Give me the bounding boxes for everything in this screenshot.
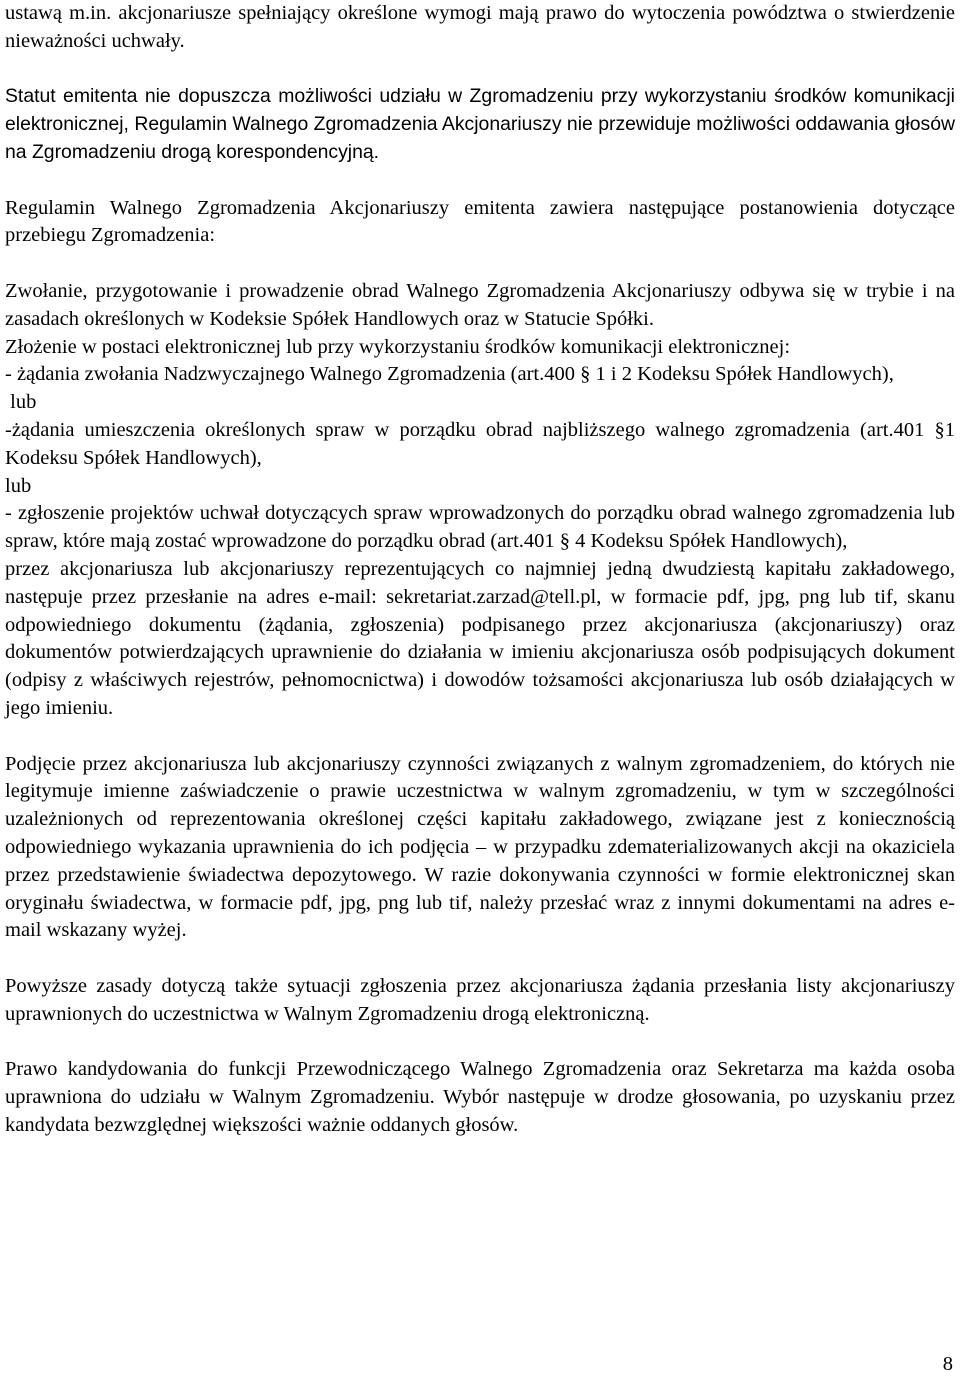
list-item-zadanie-umieszczenia: -żądania umieszczenia określonych spraw w porządku obrad najbliższego walnego zgromadzenia (art.401 §1 Kodeksu Spółek Handlowych), <box>5 418 955 469</box>
paragraph-powyzsze: Powyższe zasady dotyczą także sytuacji zgłoszenia przez akcjonariusza żądania przesłania listy akcjonariuszy uprawnionych do uczestnictwa w Walnym Zgromadzeniu drogą elektroniczną. <box>5 974 955 1025</box>
paragraph-prawo: Prawo kandydowania do funkcji Przewodniczącego Walnego Zgromadzenia oraz Sekretarza ma każda osoba uprawniona do udziału w Walnym Zgromadzeniu. Wybór następuje w drodze głosowania, po uzyskaniu przez kandydata bezwzględnej większości ważnie oddanych głosów. <box>5 1058 955 1136</box>
list-separator-lub: lub <box>5 474 32 497</box>
page-number: 8 <box>942 1353 953 1375</box>
list-item-zgloszenie-projektow: - zgłoszenie projektów uchwał dotyczących spraw wprowadzonych do porządku obrad walnego zgromadzenia lub spraw, które mają zostać wprowadzone do porządku obrad (art.401 § 4 Kodeksu Spółek Handlowych), <box>5 502 955 553</box>
paragraph-regulamin: Regulamin Walnego Zgromadzenia Akcjonariuszy emitenta zawiera następujące postanowienia dotyczące przebiegu Zgromadzenia: <box>5 196 955 247</box>
paragraph-zwolanie: Zwołanie, przygotowanie i prowadzenie obrad Walnego Zgromadzenia Akcjonariuszy odbywa się w trybie i na zasadach określonych w Kodeksie Spółek Handlowych oraz w Statucie Spółki. <box>5 279 955 330</box>
paragraph-podjecie: Podjęcie przez akcjonariusza lub akcjonariuszy czynności związanych z walnym zgromadzeniem, do których nie legitymuje imienne zaświadczenie o prawie uczestnictwa w walnym zgromadzeniu, w tym w szczególności uzależnionych od reprezentowania określonej części kapitału zakładowego, związane jest z koniecznością odpowiedniego wykazania uprawnienia do ich podjęcia – w przypadku zdematerializowanych akcji na okaziciela przez przedstawienie świadectwa depozytowego. W razie dokonywania czynności w formie elektronicznej skan oryginału świadectwa, w formacie pdf, jpg, png lub tif, należy przesłać wraz z innymi dokumentami na adres e-mail wskazany wyżej. <box>5 752 955 942</box>
list-separator-lub: lub <box>5 391 37 414</box>
paragraph-zlozenie: Złożenie w postaci elektronicznej lub przy wykorzystaniu środków komunikacji elektronicznej: <box>5 335 791 358</box>
paragraph-intro: ustawą m.in. akcjonariusze spełniający określone wymogi mają prawo do wytoczenia powództwa o stwierdzenie nieważności uchwały. <box>5 2 955 52</box>
paragraph-przez-akcjonariusza: przez akcjonariusza lub akcjonariuszy reprezentujących co najmniej jedną dwudziestą kapitału zakładowego, następuje przez przesłanie na adres e-mail: sekretariat.zarzad@tell.pl, w formacie pdf, jpg, png lub tif, skanu odpowiedniego dokumentu (żądania, zgłoszenia) podpisanego przez akcjonariusza (akcjonariuszy) oraz dokumentów potwierdzających uprawnienie do działania w imieniu akcjonariusza osób podpisujących dokument (odpisy z właściwych rejestrów, pełnomocnictwa) i dowodów tożsamości akcjonariusza lub osób działających w jego imieniu. <box>5 557 955 719</box>
paragraph-statut: Statut emitenta nie dopuszcza możliwości udziału w Zgromadzeniu przy wykorzystaniu środków komunikacji elektronicznej, Regulamin Walnego Zgromadzenia Akcjonariuszy nie przewiduje możliwości oddawania głosów na Zgromadzeniu drogą korespondencyjną. <box>5 85 955 163</box>
document-page <box>5 0 955 1140</box>
list-item-zadanie-zwolania: - żądania zwołania Nadzwyczajnego Walnego Zgromadzenia (art.400 § 1 i 2 Kodeksu Spółek Handlowych), <box>5 363 894 386</box>
